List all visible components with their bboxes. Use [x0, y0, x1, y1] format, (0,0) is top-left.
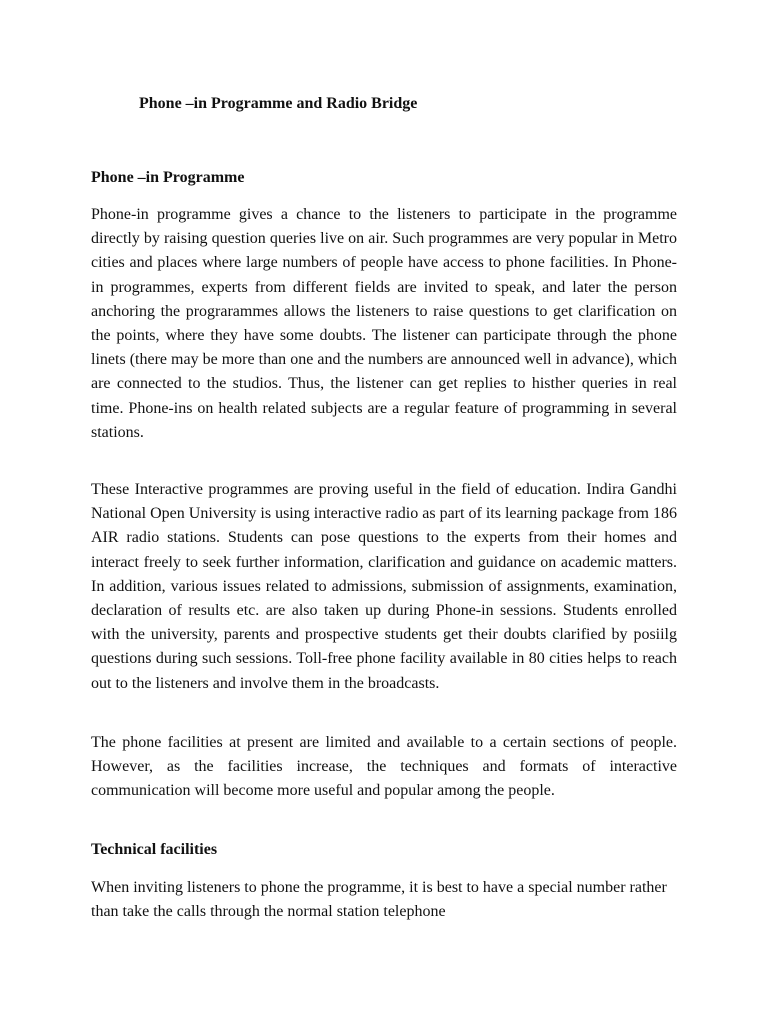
document-title: Phone –in Programme and Radio Bridge	[139, 95, 418, 112]
paragraph-phone-in-intro: Phone-in programme gives a chance to the listeners to participate in the programme directly by raising question queries live on air. Such programmes are very popular in Metro cities and places where large numbers of people have access to phone facilities. In Phone-in programmes, experts from different fields are invited to speak, and later the person anchoring the prograrammes allows the listeners to raise questions to get clarification on the points, where they have some doubts. The listener can participate through the phone linets (there may be more than one and the numbers are announced well in advance), which are connected to the studios. Thus, the listener can get replies to histher queries in real time. Phone-ins on health related subjects are a regular feature of programming in several stations.	[91, 206, 677, 441]
section-heading-phone-in: Phone –in Programme	[91, 169, 245, 186]
paragraph-technical-facilities: When inviting listeners to phone the programme, it is best to have a special number rather than take the calls through the normal station telephone	[91, 879, 667, 921]
paragraph-phone-facilities: The phone facilities at present are limited and available to a certain sections of people. However, as the facilities increase, the techniques and formats of interactive communication will become more useful and popular among the people.	[91, 734, 677, 800]
section-heading-technical-facilities: Technical facilities	[91, 841, 218, 858]
paragraph-interactive-education: These Interactive programmes are proving useful in the field of education. Indira Gandhi National Open University is using interactive radio as part of its learning package from 186 AIR radio stations. Students can pose questions to the experts from their homes and interact freely to seek further information, clarification and guidance on academic matters. In addition, various issues related to admissions, submission of assignments, examination, declaration of results etc. are also taken up during Phone-in sessions. Students enrolled with the university, parents and prospective students get their doubts clarified by posiilg questions during such sessions. Toll-free phone facility available in 80 cities helps to reach out to the listeners and involve them in the broadcasts.	[91, 481, 677, 692]
